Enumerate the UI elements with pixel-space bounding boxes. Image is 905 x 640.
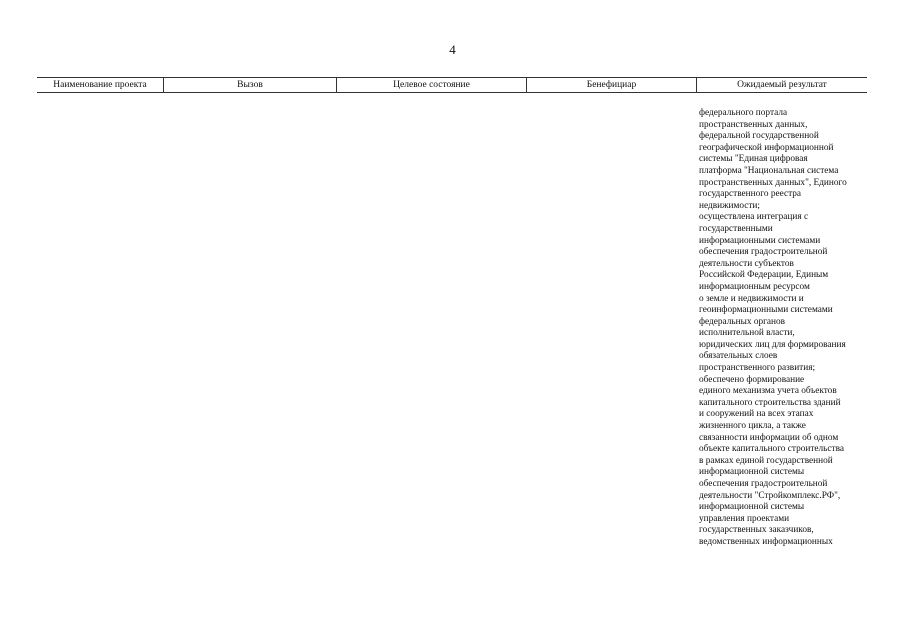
expected-result-line: объекте капитального строительства (699, 444, 844, 455)
expected-result-line: системы "Единая цифровая (699, 154, 808, 165)
expected-result-line: недвижимости; (699, 200, 760, 211)
expected-result-line: обеспечено формирование (699, 374, 805, 385)
expected-result-line: Российской Федерации, Единым (699, 270, 829, 281)
column-header-expected-result: Ожидаемый результат (696, 78, 867, 92)
expected-result-line: государственных заказчиков, (699, 525, 814, 536)
expected-result-line: обеспечения градостроительной (699, 479, 828, 489)
expected-result-line: управления проектами (699, 513, 790, 524)
expected-result-line: обеспечения градостроительной (699, 247, 828, 258)
column-header-project-name: Наименование проекта (53, 80, 147, 90)
expected-result-cell-text (699, 108, 867, 549)
expected-result-line: федерального портала (699, 108, 788, 118)
expected-result-line: геоинформационными системами (699, 305, 833, 316)
column-header-beneficiary: Бенефициар (526, 78, 696, 92)
expected-result-line: информационной системы (699, 502, 805, 513)
column-header-target-state: Целевое состояние (336, 78, 526, 92)
column-header-challenge: Вызов (163, 78, 336, 92)
expected-result-line: пространственных данных, (699, 119, 808, 130)
expected-result-line: пространственных данных", Единого (699, 177, 847, 188)
expected-result-line: государственного реестра (699, 189, 802, 200)
expected-result-line: федеральной государственной (699, 131, 819, 142)
expected-result-line: обязательных слоев (699, 351, 778, 362)
expected-result-line: исполнительной власти, (699, 328, 795, 339)
expected-result-line: платформа "Национальная система (699, 165, 839, 176)
expected-result-line: географической информационной (699, 142, 834, 153)
expected-result-line: и сооружений на всех этапах (699, 409, 814, 420)
expected-result-line: информационными системами (699, 235, 821, 246)
expected-result-line: деятельности субъектов (699, 258, 794, 269)
page-number: 4 (449, 42, 456, 57)
expected-result-line: осуществлена интеграция с (699, 212, 809, 223)
table-header-row (37, 77, 867, 93)
expected-result-line: связанности информации об одном (699, 432, 839, 443)
expected-result-line: ведомственных информационных (699, 536, 833, 547)
expected-result-line: в рамках единой государственной (699, 455, 833, 466)
expected-result-line: капитального строительства зданий (699, 397, 841, 408)
expected-result-line: юридических лиц для формирования (699, 339, 846, 350)
expected-result-line: деятельности "Стройкомплекс.РФ", (699, 490, 841, 501)
expected-result-line: федеральных органов (699, 316, 786, 327)
expected-result-line: информационной системы (699, 467, 805, 478)
expected-result-line: информационным ресурсом (699, 281, 810, 292)
expected-result-line: пространственного развития; (699, 363, 816, 374)
expected-result-line: единого механизма учета объектов (699, 386, 837, 397)
expected-result-line: о земле и недвижимости и (699, 293, 804, 304)
expected-result-line: жизненного цикла, а также (699, 421, 806, 432)
expected-result-line: государственными (699, 223, 773, 234)
